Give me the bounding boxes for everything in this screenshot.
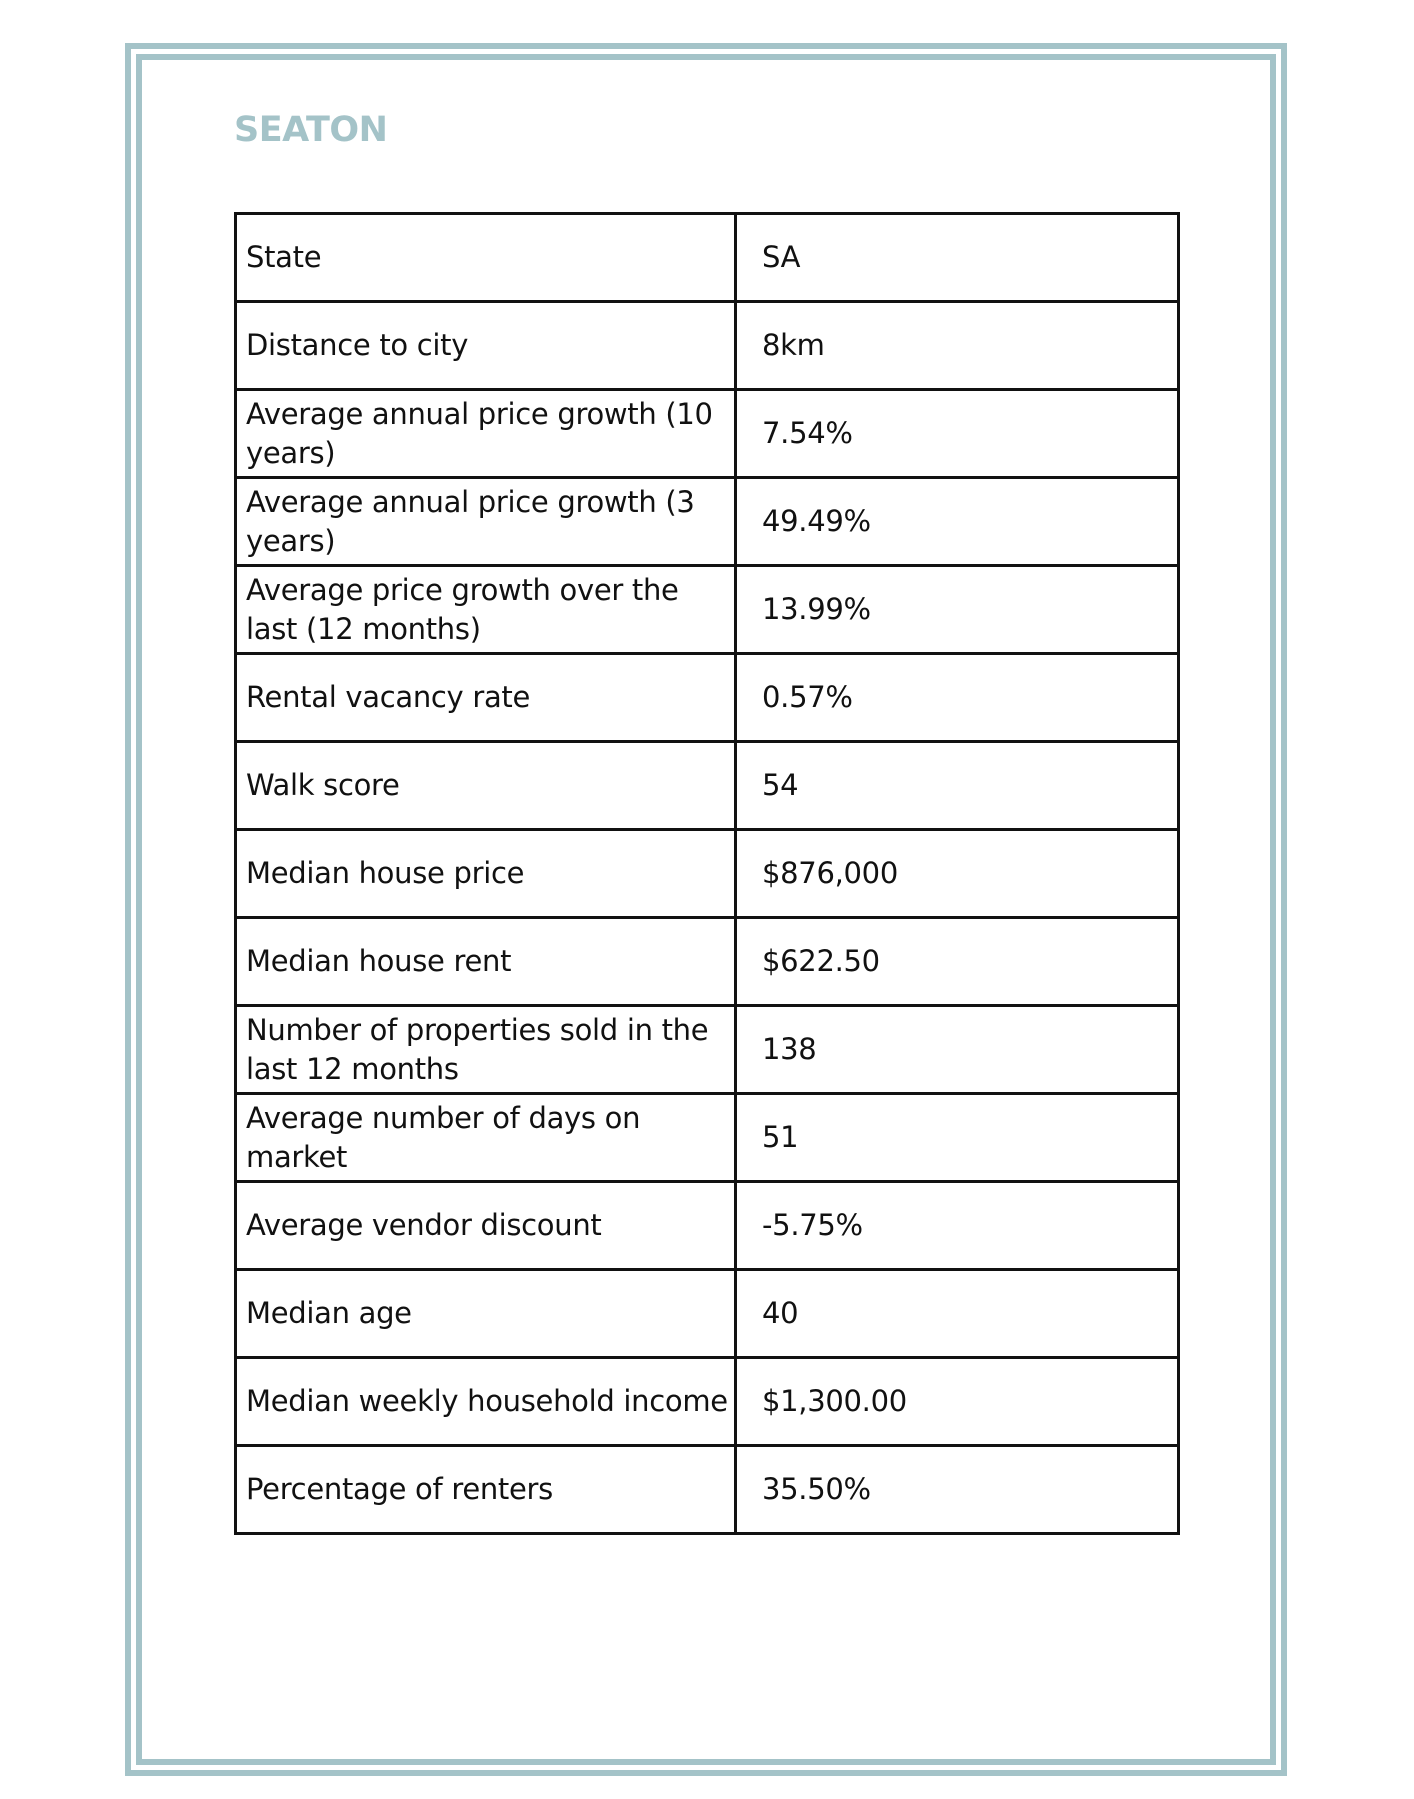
row-value: 35.50% (736, 1446, 1179, 1534)
row-label: Rental vacancy rate (236, 654, 736, 742)
table-row (236, 1006, 1179, 1094)
row-label: Median house rent (236, 918, 736, 1006)
row-value: 13.99% (736, 566, 1179, 654)
row-label: State (236, 214, 736, 302)
row-value: 7.54% (736, 390, 1179, 478)
row-label: Median age (236, 1270, 736, 1358)
row-label: Median weekly household income (236, 1358, 736, 1446)
row-label: Percentage of renters (236, 1446, 736, 1534)
row-label: Walk score (236, 742, 736, 830)
row-value: -5.75% (736, 1182, 1179, 1270)
row-value: 51 (736, 1094, 1179, 1182)
table-row (236, 390, 1179, 478)
row-value: 40 (736, 1270, 1179, 1358)
table-row (236, 302, 1179, 390)
table-row (236, 1446, 1179, 1534)
row-label: Median house price (236, 830, 736, 918)
row-value: $1,300.00 (736, 1358, 1179, 1446)
row-value: 0.57% (736, 654, 1179, 742)
table-row (236, 1358, 1179, 1446)
table-row (236, 1270, 1179, 1358)
row-value: $622.50 (736, 918, 1179, 1006)
row-label: Average vendor discount (236, 1182, 736, 1270)
row-value: 8km (736, 302, 1179, 390)
table-row (236, 1182, 1179, 1270)
row-label: Average annual price growth (3 years) (236, 478, 736, 566)
table-row (236, 214, 1179, 302)
suburb-title: SEATON (234, 110, 388, 150)
table-row (236, 830, 1179, 918)
row-value: $876,000 (736, 830, 1179, 918)
suburb-stats-table (234, 212, 1180, 1535)
table-row (236, 918, 1179, 1006)
row-value: 49.49% (736, 478, 1179, 566)
table-row (236, 478, 1179, 566)
table-row (236, 566, 1179, 654)
row-value: 138 (736, 1006, 1179, 1094)
table-row (236, 654, 1179, 742)
row-label: Average number of days on market (236, 1094, 736, 1182)
row-label: Number of properties sold in the last 12 months (236, 1006, 736, 1094)
row-label: Distance to city (236, 302, 736, 390)
row-value: SA (736, 214, 1179, 302)
table-row (236, 1094, 1179, 1182)
row-label: Average annual price growth (10 years) (236, 390, 736, 478)
row-label: Average price growth over the last (12 months) (236, 566, 736, 654)
table-row (236, 742, 1179, 830)
row-value: 54 (736, 742, 1179, 830)
